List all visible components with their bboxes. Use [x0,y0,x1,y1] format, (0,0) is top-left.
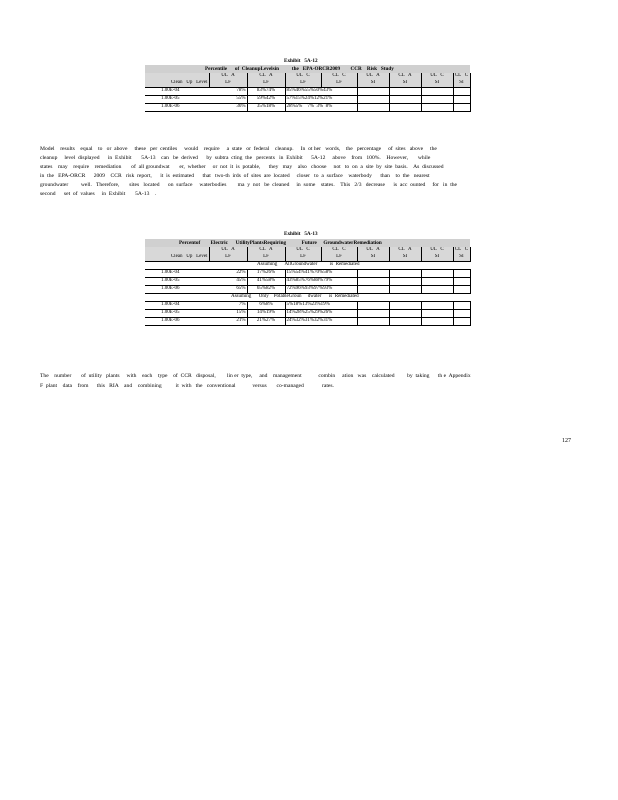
exhibit-1-subtitle: Percentile of CleanupLevelsin the EPA-ORCR2009 CCR Risk Study [205,66,394,72]
table-row [145,302,470,310]
level-cell: 1.00E-06 [145,318,209,326]
value-cell: 43%85%76%88%79% [285,278,357,286]
text-line: F plant data from this RIA and combining it with the conventional versus co-managed rates. [40,383,334,389]
text-line: second set of values in Exhibit 5A-13 . [40,191,157,197]
col-header: UL C [285,73,321,80]
col-header: LF [321,80,357,88]
row-header-label: Clean Up Level [170,254,208,260]
col-header: CL C [454,247,469,253]
section-row [145,262,470,270]
exhibit-2-subtitle: Percentof Electric UtilityPlantsRequiring Future GroundwaterRemediation [179,240,382,246]
col-header: UL C [421,247,453,254]
value-cell: 14%19% [247,310,285,318]
value-cell: 21%27% [247,318,285,326]
col-header: UL A [357,73,389,80]
section-label-all-groundwater: Assuming AllGroundwater is Remediated [145,262,470,270]
value-cell: 78% [209,88,247,96]
col-header: CL C [321,73,357,80]
value-cell: 15% [209,310,247,318]
col-header: CL A [247,73,285,80]
level-cell: 1.00E-06 [145,286,209,294]
section-label-potable-groundwater: Assuming Only PotableGroun dwater is Remediated [145,294,470,302]
col-header: LF [285,254,321,262]
col-header: UL C [285,247,321,254]
table-row [145,286,470,294]
col-header: SI [453,254,470,262]
value-cell: 21% [209,318,247,326]
col-header: LF [285,80,321,88]
col-header: SI [421,254,453,262]
value-cell: 17%26% [247,270,285,278]
value-cell: 35%18% [247,104,285,112]
text-line: Model results equal to or above these per centiles would require a state or federal cleanup. In ot her words, the percentage of sites above the [40,146,437,152]
col-header: CL A [389,73,421,80]
value-cell: 85%46%55%50%43% [285,88,357,96]
text-line: states may require remediation of all groundwat er, whether or not it is potable, they may also choose not to on a site by site basis. As discussed [40,164,444,170]
level-cell: 1.00E-05 [145,96,209,104]
col-header: SI [421,80,453,88]
col-header: UL A [357,247,389,254]
row-header-label: Clean Up Level [170,80,208,86]
value-cell: 55% [209,96,247,104]
col-header: CL C [321,247,357,254]
col-header: SI [389,254,421,262]
value-cell: 6%8% [247,302,285,310]
value-cell: 41%58% [247,278,285,286]
value-cell: 28%5% 7% 3% 8% [285,104,357,112]
col-header: LF [247,254,285,262]
value-cell: 5%18%13%23%19% [285,302,357,310]
col-header: SI [357,80,389,88]
exhibit-1-header-bar [145,65,470,73]
exhibit-1-col-header-bottom [145,80,470,88]
text-line: in the EPA-ORCR 2009 CCR risk report, it is estimated that two-th irds of sites are located closer to a surface waterbody than to the nearest [40,173,430,179]
exhibit-2-title: Exhibit 5A-13 [284,231,318,237]
col-header: CL C [454,73,469,79]
level-cell: 1.00E-05 [145,310,209,318]
table-row [145,318,470,326]
exhibit-1-table [145,73,471,112]
section-row [145,294,470,302]
col-header: CL A [247,247,285,254]
text-line: The number of utility plants with each type of CCR disposal, lin er type, and management combin ation was calculated by taking th e Appendix [40,373,471,379]
col-header: LF [321,254,357,262]
col-header: LF [209,80,247,88]
col-header: SI [389,80,421,88]
table-row [145,96,470,104]
table-row [145,104,470,112]
col-header: SI [453,80,470,88]
col-header: LF [247,80,285,88]
level-cell: 1.00E-05 [145,278,209,286]
exhibit-1-col-header-top [145,73,470,80]
col-header: UL A [209,73,247,80]
value-cell: 45% [209,278,247,286]
value-cell: 59%42% [247,96,285,104]
level-cell: 1.00E-04 [145,270,209,278]
text-line: groundwater well. Therefore, sites located on surface waterbodies ma y not be cleaned in some states. This 2/3 decrease is acc ounted for in the [40,182,458,188]
col-header: UL A [209,247,247,254]
table-row [145,270,470,278]
level-cell: 1.00E-04 [145,88,209,96]
value-cell: 36% [209,104,247,112]
value-cell: 7% [209,302,247,310]
value-cell: 65% [209,286,247,294]
level-cell: 1.00E-04 [145,302,209,310]
exhibit-2-table [145,247,471,326]
col-header: UL C [421,73,453,80]
value-cell: 22% [209,270,247,278]
value-cell: 57%15%24%12%21% [285,96,357,104]
value-cell: 83%74% [247,88,285,96]
col-header: LF [209,254,247,262]
value-cell: 65%82% [247,286,285,294]
exhibit-2-col-header-bottom [145,254,470,262]
exhibit-2-header-bar [145,239,470,247]
table-row [145,88,470,96]
page-number: 127 [562,438,571,444]
table-row [145,310,470,318]
level-cell: 1.00E-06 [145,104,209,112]
value-cell: 24%32%31%32%31% [285,318,357,326]
value-cell: 14%28%25%29%26% [285,310,357,318]
value-cell: 15%54%41%70%58% [285,270,357,278]
exhibit-2-col-header-top [145,247,470,254]
value-cell: 72%96%93%97%93% [285,286,357,294]
table-row [145,278,470,286]
col-header: SI [357,254,389,262]
col-header: CL A [389,247,421,254]
exhibit-1-title: Exhibit 5A-12 [284,58,318,64]
text-line: cleanup level displayed in Exhibit 5A-13 can be derived by subtra cting the percents in Exhibit 5A-12 above from 100%. However, while [40,155,431,161]
